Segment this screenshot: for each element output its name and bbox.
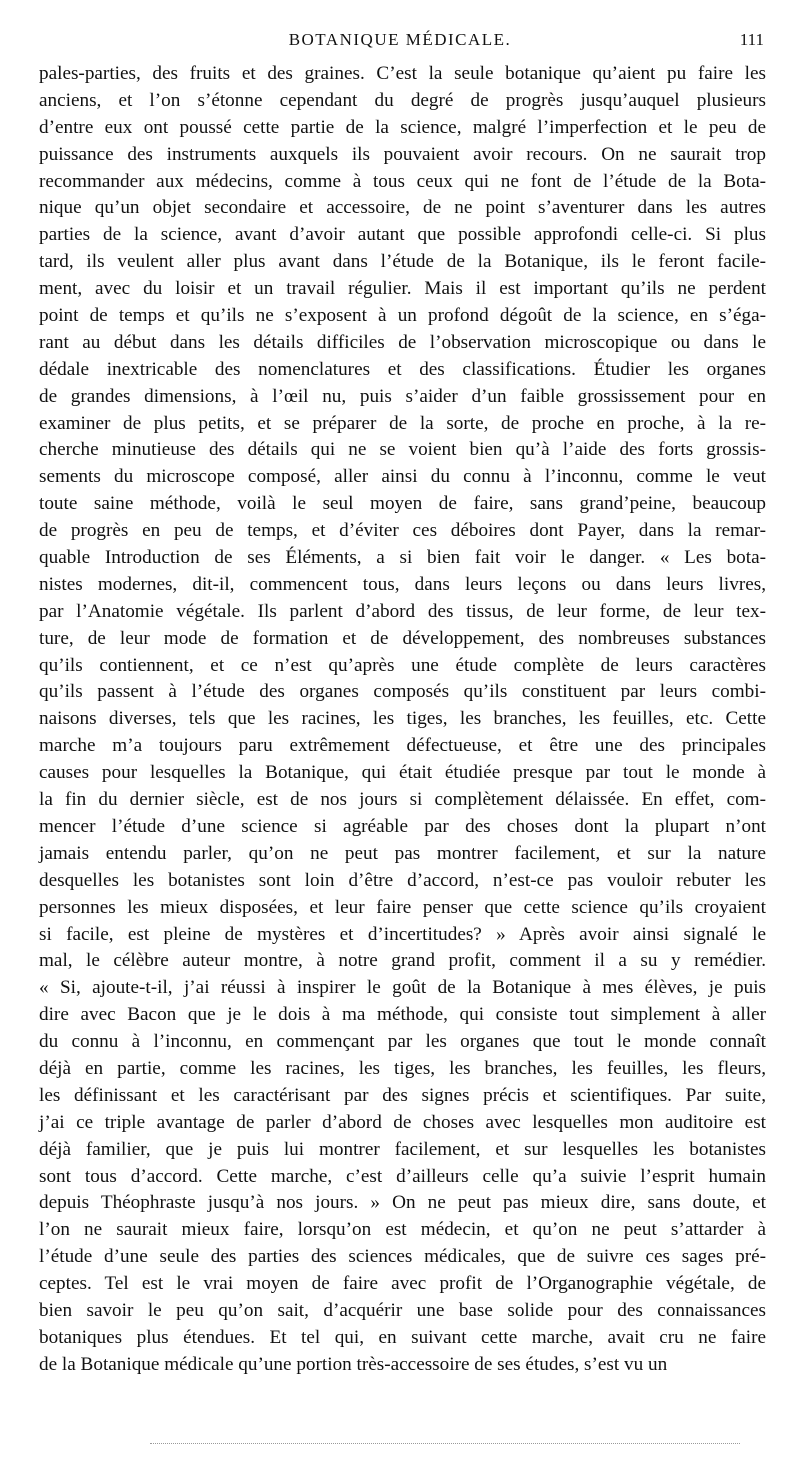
body-text	[39, 61, 766, 1379]
text-line: dire avec Bacon que je le dois à ma méthode, qui consiste tout simplement à aller	[39, 1004, 766, 1026]
text-line: ment, avec du loisir et un travail régulier. Mais il est important qu’ils ne perdent	[39, 278, 766, 300]
text-line: d’entre eux ont poussé cette partie de la science, malgré l’imperfection et le peu de	[39, 116, 766, 138]
text-line: causes pour lesquelles la Botanique, qui était étudiée presque par tout le monde à	[39, 762, 766, 784]
text-line: par l’Anatomie végétale. Ils parlent d’abord des tissus, de leur forme, de leur tex-	[39, 600, 766, 622]
footer-rule	[150, 1443, 740, 1444]
text-line: jamais entendu parler, qu’on ne peut pas montrer facilement, et sur la nature	[39, 842, 766, 864]
text-line: qu’ils contiennent, et ce n’est qu’après une étude complète de leurs caractères	[39, 654, 766, 676]
text-line: si facile, est pleine de mystères et d’incertitudes? » Après avoir ainsi signalé le	[39, 923, 766, 945]
text-line: tard, ils veulent aller plus avant dans l’étude de la Botanique, ils le feront facile-	[39, 251, 766, 273]
text-line: naisons diverses, tels que les racines, les tiges, les branches, les feuilles, etc. Cette	[39, 708, 766, 730]
text-line: ture, de leur mode de formation et de développement, des nombreuses substances	[39, 627, 766, 649]
text-line: point de temps et qu’ils ne s’exposent à un profond dégoût de la science, en s’éga-	[39, 305, 766, 327]
text-line: dédale inextricable des nomenclatures et des classifications. Étudier les organes	[39, 358, 766, 380]
text-line: nistes modernes, dit-il, commencent tous, dans leurs leçons ou dans leurs livres,	[39, 573, 766, 595]
text-line: quable Introduction de ses Éléments, a si bien fait voir le danger. « Les bota-	[39, 547, 766, 569]
text-line: de grandes dimensions, à l’œil nu, puis s’aider d’un faible grossissement pour en	[39, 385, 766, 407]
text-line: parties de la science, avant d’avoir autant que possible approfondi celle-ci. Si plus	[39, 224, 766, 246]
text-line: l’étude d’une seule des parties des sciences médicales, que de suivre ces sages pré-	[39, 1246, 766, 1268]
text-line: marche m’a toujours paru extrêmement défectueuse, et être une des principales	[39, 735, 766, 757]
text-line: la fin du dernier siècle, est de nos jours si complètement délaissée. En effet, com-	[39, 789, 766, 811]
text-line: de la Botanique médicale qu’une portion très-accessoire de ses études, s’est vu un	[39, 1353, 668, 1375]
text-line: les définissant et les caractérisant par des signes précis et scientifiques. Par suite,	[39, 1084, 766, 1106]
text-line: botaniques plus étendues. Et tel qui, en suivant cette marche, avait cru ne faire	[39, 1326, 766, 1348]
text-line: recommander aux médecins, comme à tous ceux qui ne font de l’étude de la Bota-	[39, 170, 766, 192]
text-line: j’ai ce triple avantage de parler d’abord de choses avec lesquelles mon auditoire est	[39, 1111, 766, 1133]
text-line: examiner de plus petits, et se préparer de la sorte, de proche en proche, à la re-	[39, 412, 766, 434]
text-line: nique qu’un objet secondaire et accessoire, de ne point s’aventurer dans les autres	[39, 197, 766, 219]
page-number: 111	[739, 30, 764, 49]
text-line: sements du microscope composé, aller ainsi du connu à l’inconnu, comme le veut	[39, 466, 766, 488]
running-title: BOTANIQUE MÉDICALE.	[288, 30, 512, 49]
text-line: qu’ils passent à l’étude des organes composés qu’ils constituent par leurs combi-	[39, 681, 766, 703]
text-line: du connu à l’inconnu, en commençant par les organes que tout le monde connaît	[39, 1031, 766, 1053]
text-line: l’on ne saurait mieux faire, lorsqu’on est médecin, et qu’on ne peut s’attarder à	[39, 1219, 766, 1241]
text-line: mal, le célèbre auteur montre, à notre grand profit, comment il a su y remédier.	[39, 950, 766, 972]
text-line: sont tous d’accord. Cette marche, c’est d’ailleurs celle qu’a suivie l’esprit humain	[39, 1165, 766, 1187]
text-line: déjà en partie, comme les racines, les tiges, les branches, les feuilles, les fleurs,	[39, 1057, 766, 1079]
text-line: ceptes. Tel est le vrai moyen de faire avec profit de l’Organographie végétale, de	[39, 1273, 766, 1295]
text-line: puissance des instruments auxquels ils pouvaient avoir recours. On ne saurait trop	[39, 143, 766, 165]
text-line: anciens, et l’on s’étonne cependant du degré de progrès jusqu’auquel plusieurs	[39, 89, 766, 111]
text-line: desquelles les botanistes sont loin d’être d’accord, n’est-ce pas vouloir rebuter les	[39, 869, 766, 891]
text-line: toute saine méthode, voilà le seul moyen de faire, sans grand’peine, beaucoup	[39, 493, 766, 515]
text-line: rant au début dans les détails difficiles de l’observation microscopique ou dans le	[39, 331, 766, 353]
text-line: déjà familier, que je puis lui montrer facilement, et sur lesquelles les botanistes	[39, 1138, 766, 1160]
text-line: bien savoir le peu qu’on sait, d’acquérir une base solide pour des connaissances	[39, 1299, 766, 1321]
text-line: « Si, ajoute-t-il, j’ai réussi à inspirer le goût de la Botanique à mes élèves, je puis	[39, 977, 766, 999]
running-head	[0, 30, 800, 60]
text-line: pales-parties, des fruits et des graines. C’est la seule botanique qu’aient pu faire les	[39, 63, 766, 84]
text-line: personnes les mieux disposées, et leur faire penser que cette science qu’ils croyaient	[39, 896, 766, 918]
text-line: depuis Théophraste jusqu’à nos jours. » On ne peut pas mieux dire, sans doute, et	[39, 1192, 766, 1214]
text-line: mencer l’étude d’une science si agréable par des choses dont la plupart n’ont	[39, 815, 766, 837]
text-line: de progrès en peu de temps, et d’éviter ces déboires dont Payer, dans la remar-	[39, 520, 766, 542]
text-line: cherche minutieuse des détails qui ne se voient bien qu’à l’aide des forts grossis-	[39, 439, 766, 461]
